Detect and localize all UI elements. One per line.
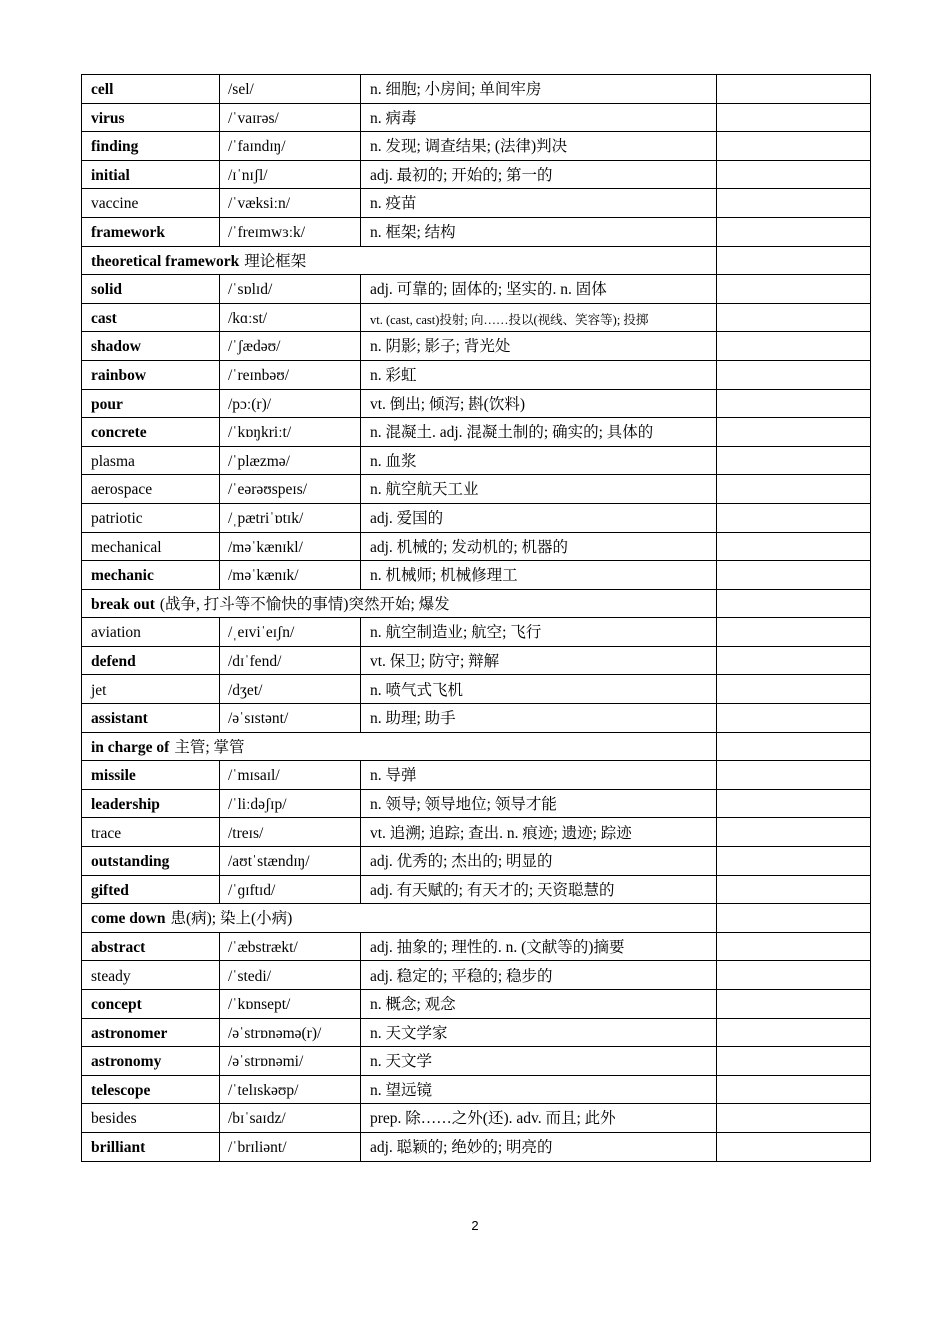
word-row <box>82 618 871 647</box>
word-row <box>82 561 871 590</box>
meaning-cell: n. 喷气式飞机 <box>361 675 717 704</box>
word-text: leadership <box>91 795 160 813</box>
word-text: solid <box>91 281 123 299</box>
word-cell <box>82 332 220 361</box>
word-text: jet <box>91 681 107 699</box>
word-row <box>82 990 871 1019</box>
phonetic-cell: /ˈæbstrækt/ <box>220 932 361 961</box>
phonetic-cell: /məˈkænɪk/ <box>220 561 361 590</box>
word-cell <box>82 1104 220 1133</box>
phonetic-cell: /aʊtˈstændɪŋ/ <box>220 847 361 876</box>
phonetic-cell: /ˈʃædəʊ/ <box>220 332 361 361</box>
word-text: finding <box>91 138 139 156</box>
word-row <box>82 961 871 990</box>
meaning-cell: adj. 最初的; 开始的; 第一的 <box>361 160 717 189</box>
phrase-meaning: 理论框架 <box>244 252 307 270</box>
meaning-cell: n. 框架; 结构 <box>361 217 717 246</box>
blank-cell <box>717 1047 871 1076</box>
phrase-meaning: 患(病); 染上(小病) <box>170 910 293 928</box>
word-cell <box>82 1075 220 1104</box>
blank-cell <box>717 1132 871 1161</box>
word-cell <box>82 932 220 961</box>
phrase-meaning: (战争, 打斗等不愉快的事情)突然开始; 爆发 <box>159 595 450 613</box>
phrase-cell <box>82 589 717 618</box>
word-row <box>82 818 871 847</box>
blank-cell <box>717 217 871 246</box>
meaning-cell: vt. 追溯; 追踪; 查出. n. 痕迹; 遗迹; 踪迹 <box>361 818 717 847</box>
word-row <box>82 646 871 675</box>
blank-cell <box>717 818 871 847</box>
word-row <box>82 75 871 104</box>
word-cell <box>82 761 220 790</box>
phonetic-cell: /məˈkænɪkl/ <box>220 532 361 561</box>
word-row <box>82 1047 871 1076</box>
word-row <box>82 332 871 361</box>
word-row <box>82 847 871 876</box>
phrase-text: in charge of <box>91 738 170 756</box>
meaning-cell: adj. 有天赋的; 有天才的; 天资聪慧的 <box>361 875 717 904</box>
word-row <box>82 217 871 246</box>
word-text: concept <box>91 996 142 1014</box>
word-text: patriotic <box>91 510 143 527</box>
phrase-row <box>82 732 871 761</box>
blank-cell <box>717 732 871 761</box>
phonetic-cell: /dɪˈfend/ <box>220 646 361 675</box>
blank-cell <box>717 704 871 733</box>
word-row <box>82 446 871 475</box>
meaning-cell: adj. 可靠的; 固体的; 坚实的. n. 固体 <box>361 275 717 304</box>
word-cell <box>82 961 220 990</box>
word-text: framework <box>91 224 166 242</box>
word-cell <box>82 446 220 475</box>
word-cell <box>82 75 220 104</box>
word-cell <box>82 475 220 504</box>
word-text: steady <box>91 967 131 985</box>
meaning-cell: adj. 优秀的; 杰出的; 明显的 <box>361 847 717 876</box>
phonetic-cell: /əˈstrɒnəmi/ <box>220 1047 361 1076</box>
phonetic-cell: /ˈvæksiːn/ <box>220 189 361 218</box>
word-text: initial <box>91 166 130 184</box>
phonetic-cell: /treɪs/ <box>220 818 361 847</box>
blank-cell <box>717 932 871 961</box>
word-row <box>82 761 871 790</box>
phonetic-cell: /ˈreɪnbəʊ/ <box>220 360 361 389</box>
blank-cell <box>717 475 871 504</box>
phonetic-cell: /ˈsɒlɪd/ <box>220 275 361 304</box>
meaning-cell: vt. 保卫; 防守; 辩解 <box>361 646 717 675</box>
phrase-row <box>82 589 871 618</box>
word-cell <box>82 789 220 818</box>
blank-cell <box>717 160 871 189</box>
blank-cell <box>717 503 871 532</box>
word-row <box>82 675 871 704</box>
word-text: concrete <box>91 424 147 442</box>
word-row <box>82 875 871 904</box>
word-cell <box>82 1132 220 1161</box>
meaning-cell: n. 助理; 助手 <box>361 704 717 733</box>
word-text: outstanding <box>91 853 170 871</box>
phrase-cell <box>82 904 717 933</box>
word-cell <box>82 189 220 218</box>
word-text: cell <box>91 81 114 99</box>
meaning-cell: n. 阴影; 影子; 背光处 <box>361 332 717 361</box>
phonetic-cell: /əˈstrɒnəmə(r)/ <box>220 1018 361 1047</box>
blank-cell <box>717 561 871 590</box>
meaning-cell: n. 望远镜 <box>361 1075 717 1104</box>
phonetic-cell: /ˈɡɪftɪd/ <box>220 875 361 904</box>
meaning-cell: n. 天文学家 <box>361 1018 717 1047</box>
meaning-cell: vt. 倒出; 倾泻; 斟(饮料) <box>361 389 717 418</box>
word-cell <box>82 103 220 132</box>
blank-cell <box>717 789 871 818</box>
phonetic-cell: /ˈeərəʊspeɪs/ <box>220 475 361 504</box>
word-row <box>82 932 871 961</box>
phonetic-cell: /ˈstedi/ <box>220 961 361 990</box>
phrase-cell <box>82 732 717 761</box>
word-text: vaccine <box>91 195 139 213</box>
word-cell <box>82 1018 220 1047</box>
word-cell <box>82 704 220 733</box>
word-cell <box>82 646 220 675</box>
word-row <box>82 1075 871 1104</box>
word-row <box>82 1132 871 1161</box>
word-cell <box>82 360 220 389</box>
page-number: 2 <box>471 1218 479 1233</box>
phrase-text: break out <box>91 595 155 613</box>
phrase-meaning: 主管; 掌管 <box>174 738 245 756</box>
blank-cell <box>717 618 871 647</box>
blank-cell <box>717 847 871 876</box>
meaning-cell: n. 发现; 调查结果; (法律)判决 <box>361 132 717 161</box>
blank-cell <box>717 961 871 990</box>
word-text: mechanic <box>91 567 154 585</box>
meaning-cell: adj. 机械的; 发动机的; 机器的 <box>361 532 717 561</box>
blank-cell <box>717 589 871 618</box>
meaning-cell: n. 领导; 领导地位; 领导才能 <box>361 789 717 818</box>
meaning-cell: n. 疫苗 <box>361 189 717 218</box>
blank-cell <box>717 1104 871 1133</box>
blank-cell <box>717 875 871 904</box>
word-row <box>82 789 871 818</box>
word-text: rainbow <box>91 367 147 385</box>
meaning-cell: adj. 稳定的; 平稳的; 稳步的 <box>361 961 717 990</box>
meaning-cell: n. 病毒 <box>361 103 717 132</box>
word-text: gifted <box>91 881 129 899</box>
blank-cell <box>717 646 871 675</box>
blank-cell <box>717 761 871 790</box>
word-row <box>82 532 871 561</box>
phonetic-cell: /pɔː(r)/ <box>220 389 361 418</box>
word-cell <box>82 275 220 304</box>
blank-cell <box>717 246 871 275</box>
word-row <box>82 1018 871 1047</box>
blank-cell <box>717 189 871 218</box>
phonetic-cell: /dʒet/ <box>220 675 361 704</box>
word-text: astronomer <box>91 1024 168 1042</box>
meaning-cell: n. 混凝土. adj. 混凝土制的; 确实的; 具体的 <box>361 418 717 447</box>
word-text: aviation <box>91 624 141 642</box>
word-row <box>82 360 871 389</box>
phonetic-cell: /ˈfaɪndɪŋ/ <box>220 132 361 161</box>
word-text: defend <box>91 652 136 670</box>
phonetic-cell: /bɪˈsaɪdz/ <box>220 1104 361 1133</box>
phonetic-cell: /əˈsɪstənt/ <box>220 704 361 733</box>
phonetic-cell: /ˈvaɪrəs/ <box>220 103 361 132</box>
vocabulary-table <box>81 74 871 1162</box>
blank-cell <box>717 532 871 561</box>
phonetic-cell: /ˈfreɪmwɜːk/ <box>220 217 361 246</box>
word-row <box>82 389 871 418</box>
meaning-cell: n. 概念; 观念 <box>361 990 717 1019</box>
phonetic-cell: /ˌpætriˈɒtɪk/ <box>220 503 361 532</box>
word-cell <box>82 418 220 447</box>
word-cell <box>82 160 220 189</box>
word-cell <box>82 389 220 418</box>
meaning-cell: n. 彩虹 <box>361 360 717 389</box>
blank-cell <box>717 389 871 418</box>
word-row <box>82 275 871 304</box>
word-row <box>82 1104 871 1133</box>
word-text: shadow <box>91 338 141 356</box>
word-text: abstract <box>91 938 146 956</box>
word-text: missile <box>91 767 136 785</box>
meaning-cell: n. 细胞; 小房间; 单间牢房 <box>361 75 717 104</box>
phonetic-cell: /ˈkɒnsept/ <box>220 990 361 1019</box>
word-row <box>82 503 871 532</box>
word-cell <box>82 303 220 332</box>
blank-cell <box>717 1075 871 1104</box>
word-text: trace <box>91 824 122 842</box>
word-cell <box>82 1047 220 1076</box>
phonetic-cell: /ɪˈnɪʃl/ <box>220 160 361 189</box>
word-text: assistant <box>91 710 148 728</box>
word-row <box>82 418 871 447</box>
word-cell <box>82 561 220 590</box>
phrase-text: come down <box>91 910 166 928</box>
meaning-cell: adj. 聪颖的; 绝妙的; 明亮的 <box>361 1132 717 1161</box>
meaning-cell: n. 航空制造业; 航空; 飞行 <box>361 618 717 647</box>
blank-cell <box>717 275 871 304</box>
word-text: pour <box>91 395 123 413</box>
word-cell <box>82 217 220 246</box>
word-cell <box>82 818 220 847</box>
phrase-row <box>82 904 871 933</box>
meaning-cell: n. 天文学 <box>361 1047 717 1076</box>
phonetic-cell: /ˈbrɪliənt/ <box>220 1132 361 1161</box>
meaning-cell: n. 航空航天工业 <box>361 475 717 504</box>
phonetic-cell: /ˈkɒŋkriːt/ <box>220 418 361 447</box>
phonetic-cell: /ˌeɪviˈeɪʃn/ <box>220 618 361 647</box>
word-text: virus <box>91 109 125 127</box>
phonetic-cell: /ˈtelɪskəʊp/ <box>220 1075 361 1104</box>
blank-cell <box>717 904 871 933</box>
word-text: aerospace <box>91 481 153 499</box>
word-cell <box>82 675 220 704</box>
meaning-cell: n. 机械师; 机械修理工 <box>361 561 717 590</box>
blank-cell <box>717 332 871 361</box>
blank-cell <box>717 675 871 704</box>
word-text: telescope <box>91 1081 151 1099</box>
phonetic-cell: /kɑːst/ <box>220 303 361 332</box>
blank-cell <box>717 75 871 104</box>
meaning-cell: prep. 除……之外(还). adv. 而且; 此外 <box>361 1104 717 1133</box>
meaning-cell: n. 血浆 <box>361 446 717 475</box>
vocabulary-table-body <box>82 75 871 1162</box>
word-row <box>82 303 871 332</box>
meaning-cell: vt. (cast, cast)投射; 向……投以(视线、笑容等); 投掷 <box>361 303 717 332</box>
word-row <box>82 160 871 189</box>
word-cell <box>82 503 220 532</box>
word-row <box>82 132 871 161</box>
blank-cell <box>717 446 871 475</box>
word-cell <box>82 532 220 561</box>
phonetic-cell: /ˈmɪsaɪl/ <box>220 761 361 790</box>
word-row <box>82 475 871 504</box>
phonetic-cell: /sel/ <box>220 75 361 104</box>
word-cell <box>82 847 220 876</box>
word-row <box>82 103 871 132</box>
phonetic-cell: /ˈliːdəʃɪp/ <box>220 789 361 818</box>
word-cell <box>82 618 220 647</box>
blank-cell <box>717 103 871 132</box>
blank-cell <box>717 990 871 1019</box>
word-cell <box>82 990 220 1019</box>
phrase-text: theoretical framework <box>91 252 240 270</box>
phrase-cell <box>82 246 717 275</box>
phrase-row <box>82 246 871 275</box>
blank-cell <box>717 132 871 161</box>
word-cell <box>82 132 220 161</box>
word-text: mechanical <box>91 538 162 556</box>
blank-cell <box>717 360 871 389</box>
word-text: cast <box>91 309 117 327</box>
word-row <box>82 704 871 733</box>
blank-cell <box>717 1018 871 1047</box>
blank-cell <box>717 418 871 447</box>
word-text: brilliant <box>91 1139 146 1157</box>
word-text: plasma <box>91 452 135 470</box>
word-text: astronomy <box>91 1053 162 1071</box>
word-text: besides <box>91 1110 137 1128</box>
meaning-cell: adj. 爱国的 <box>361 503 717 532</box>
word-cell <box>82 875 220 904</box>
blank-cell <box>717 303 871 332</box>
word-row <box>82 189 871 218</box>
meaning-cell: adj. 抽象的; 理性的. n. (文献等的)摘要 <box>361 932 717 961</box>
meaning-cell: n. 导弹 <box>361 761 717 790</box>
phonetic-cell: /ˈplæzmə/ <box>220 446 361 475</box>
